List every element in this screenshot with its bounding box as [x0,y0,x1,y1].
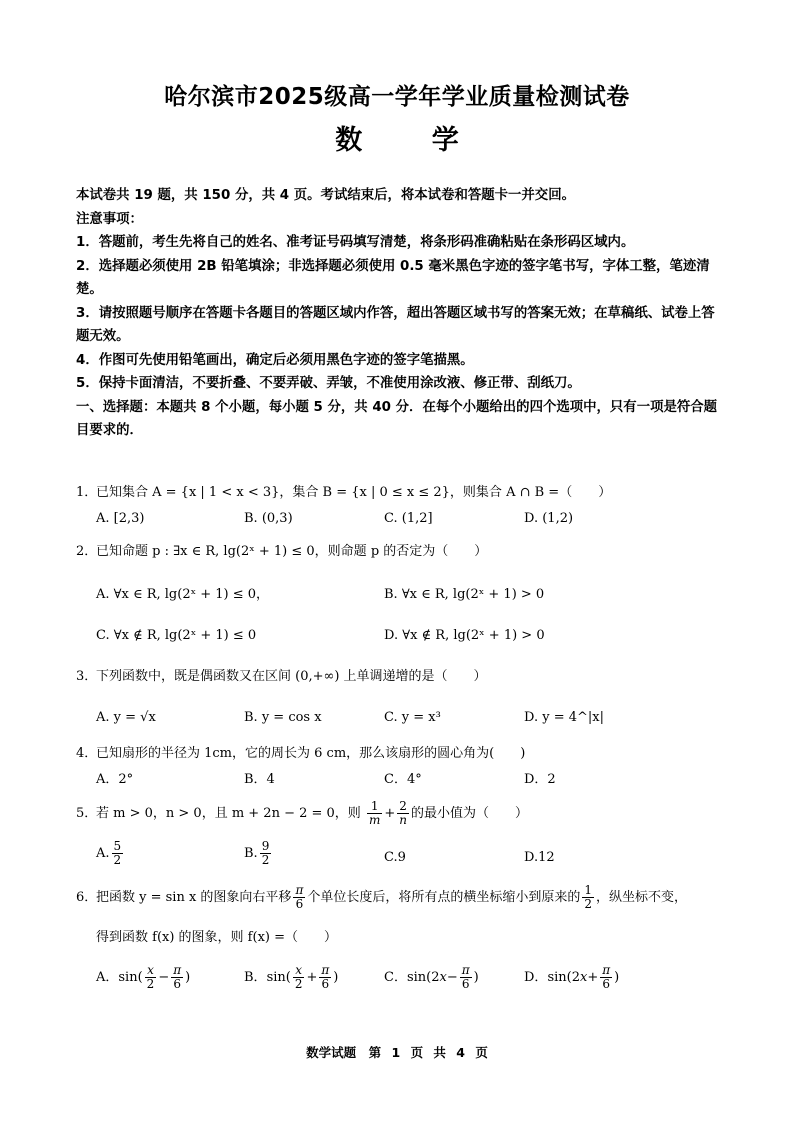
option-d: D. ∀x ∉ R, lg(2ˣ + 1) > 0 [384,628,545,643]
question-stem: 下列函数中，既是偶函数又在区间 (0,+∞) 上单调递增的是（ ） [96,669,487,684]
fraction-2-over-n: $\frac{2}{n}$ [399,799,407,827]
question-number: 3． [76,669,98,684]
option-d: D．sin(2x+ $\frac{\pi}{6}$ ) [524,963,620,991]
option-a: A．2° [96,772,134,787]
question-6-line2: 得到函数 f(x) 的图象，则 f(x) =（ ） [96,930,337,945]
fraction-1-over-2: $\frac{1}{2}$ [584,883,592,911]
subject-title: 数 学 [335,125,489,156]
section-heading: 一、选择题：本题共 8 个小题，每小题 5 分，共 40 分．在每个小题给出的四个选项中，只有一项是符合题目要求的． [76,399,718,438]
page-footer: 数学试题 第 1 页 共 4 页 [306,1045,488,1060]
option-d: D．2 [524,772,556,787]
option-c: C. y = x³ [384,710,441,725]
question-4 [76,744,525,764]
option-c: C.9 [384,850,406,865]
option-b: B. (0,3) [244,511,293,526]
option-c: C．4° [384,772,422,787]
option-c: C．sin(2x− $\frac{\pi}{6}$ ) [384,963,479,991]
question-3 [76,667,487,687]
option-a: A. y = √x [96,710,156,725]
option-a: A. [2,3) [96,511,145,526]
question-1 [76,483,611,503]
instruction-line: 本试卷共 19 题，共 150 分，共 4 页。考试结束后，将本试卷和答题卡一并交回。 [76,188,575,203]
question-stem: 若 m > 0，n > 0，且 m + 2n − 2 = 0，则 [96,806,361,821]
option-b: B. $\frac{9}{2}$ [244,839,270,867]
instruction-line: 2．选择题必须使用 2B 铅笔填涂；非选择题必须使用 0.5 毫米黑色字迹的签字笔书写，字体工整，笔迹清楚。 [76,258,710,297]
fraction-pi-over-6: $\frac{\pi}{6}$ [295,883,304,911]
option-a: A. ∀x ∈ R, lg(2ˣ + 1) ≤ 0， [96,587,270,602]
exam-title: 哈尔滨市2025级高一学年学业质量检测试卷 [164,84,630,110]
question-5: 5．若 m > 0，n > 0，且 m + 2n − 2 = 0，则 $\frac{1}{m}$ + $\frac{2}{n}$ 的最小值为（ ） [76,799,528,827]
question-number: 5． [76,806,98,821]
question-6 [76,884,687,911]
option-d: D. (1,2) [524,511,574,526]
option-b: B．sin( $\frac{x}{2}$ + $\frac{\pi}{6}$ ) [244,963,339,991]
question-stem-tail: ，纵坐标不变， [595,890,687,905]
option-a: A．sin( $\frac{x}{2}$ − $\frac{\pi}{6}$ ) [96,963,191,991]
question-stem: 把函数 y = sin x 的图象向右平移 [96,890,292,905]
question-stem: 已知集合 A = {x | 1 < x < 3}，集合 B = {x | 0 ≤ x ≤ 2}，则集合 A ∩ B =（ ） [96,485,612,500]
option-d: D. y = 4^|x| [524,710,604,725]
question-number: 4． [76,746,98,761]
question-2 [76,542,487,562]
instruction-line: 4．作图可先使用铅笔画出，确定后必须用黑色字迹的签字笔描黑。 [76,352,474,368]
option-b: B．4 [244,772,275,787]
instruction-line: 3．请按照题号顺序在答题卡各题目的答题区域内作答，超出答题区域书写的答案无效；在草稿纸、试卷上答题无效。 [76,305,715,344]
option-d: D.12 [524,850,555,865]
option-c: C. (1,2] [384,511,433,526]
instruction-line: 5．保持卡面清洁，不要折叠、不要弄破、弄皱，不准使用涂改液、修正带、刮纸刀。 [76,376,581,391]
fraction-1-over-m: $\frac{1}{m}$ [368,799,381,827]
question-number: 6． [76,890,98,905]
question-stem-tail: 的最小值为（ ） [410,806,528,821]
option-b: B. y = cos x [244,710,322,725]
instruction-line: 1．答题前，考生先将自己的姓名、准考证号码填写清楚，将条形码准确粘贴在条形码区域内。 [76,235,635,250]
instruction-line: 注意事项： [76,211,143,227]
option-c: C. ∀x ∉ R, lg(2ˣ + 1) ≤ 0 [96,628,257,643]
instructions [76,184,720,443]
option-a: A. $\frac{5}{2}$ [96,839,122,867]
option-b: B. ∀x ∈ R, lg(2ˣ + 1) > 0 [384,587,545,602]
question-stem-mid: 个单位长度后，将所有点的横坐标缩小到原来的 [307,890,581,905]
question-number: 2． [76,544,98,559]
question-number: 1． [76,485,98,500]
question-stem: 已知扇形的半径为 1cm，它的周长为 6 cm，那么该扇形的圆心角为( ) [96,746,526,761]
question-stem: 已知命题 p : ∃x ∈ R, lg(2ˣ + 1) ≤ 0，则命题 p 的否定为（ ） [96,544,488,559]
